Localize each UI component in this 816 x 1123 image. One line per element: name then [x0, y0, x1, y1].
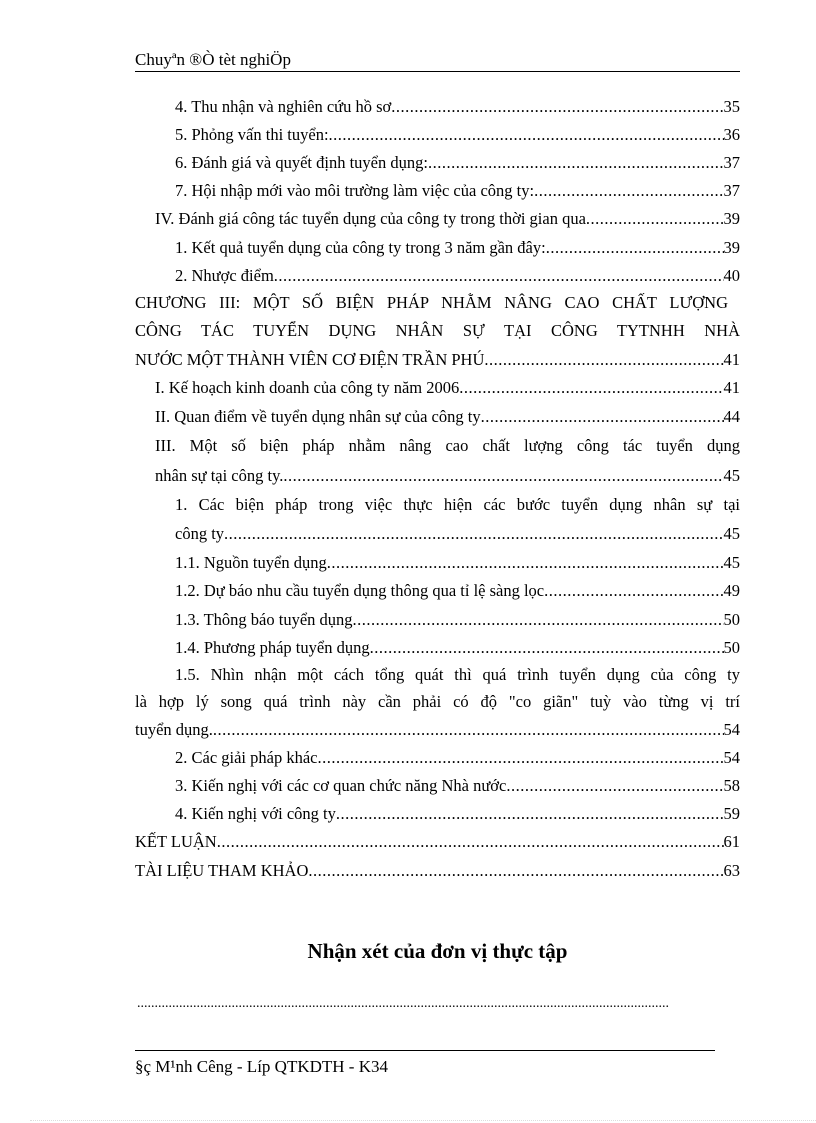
toc-entry [175, 238, 740, 258]
toc-entry [175, 638, 740, 658]
toc-entry-page: 61 [723, 832, 740, 851]
toc-entry [135, 832, 740, 852]
toc-leader-dots [544, 581, 723, 601]
toc-leader-dots [329, 125, 724, 145]
toc-entry-text: 4. Thu nhận và nghiên cứu hồ sơ [175, 97, 392, 116]
toc-leader-dots [586, 209, 724, 229]
toc-entry-page: 44 [723, 407, 740, 426]
toc-leader-dots [370, 638, 724, 658]
comment-section-title: Nhận xét của đơn vị thực tập [307, 939, 568, 963]
toc-entry-page: 41 [723, 378, 740, 397]
toc-entry [155, 466, 740, 486]
toc-entry-text: 2. Các giải pháp khác [175, 748, 318, 767]
toc-leader-dots [353, 610, 724, 630]
toc-entry-text: công ty [175, 524, 225, 543]
toc-entry-page: 63 [723, 861, 740, 880]
toc-entry [135, 350, 740, 370]
toc-entry-page: 50 [723, 638, 740, 657]
toc-entry-page: 35 [723, 97, 740, 116]
toc-leader-dots [428, 153, 724, 173]
page-footer: §ç M¹nh Cêng - Líp QTKDTH - K34 [135, 1057, 388, 1076]
toc-subsection-heading: 1.5. Nhìn nhận một cách tổng quát thì quá trình tuyển dụng của công ty [175, 665, 740, 684]
toc-leader-dots [318, 748, 724, 768]
toc-entry-page: 45 [723, 524, 740, 543]
toc-chapter-heading: CHƯƠNG III: MỘT SỐ BIỆN PHÁP NHẰM NÂNG CAO CHẤT LƯỢNG [135, 293, 728, 312]
toc-entry-page: 45 [723, 553, 740, 572]
comment-dotted-line: ........................................................................................................................................................ [137, 996, 669, 1011]
toc-entry-text: 1.3. Thông báo tuyển dụng [175, 610, 353, 629]
toc-entry-page: 37 [723, 181, 740, 200]
toc-entry-text: 1.2. Dự báo nhu cầu tuyển dụng thông qua tỉ lệ sàng lọc [175, 581, 545, 600]
toc-entry-text: 7. Hội nhập mới vào môi trường làm việc của công ty: [175, 181, 535, 200]
page-bottom-edge [30, 1120, 816, 1121]
toc-entry-text: 4. Kiến nghị với công ty [175, 804, 336, 823]
toc-entry-page: 59 [723, 804, 740, 823]
toc-leader-dots [336, 804, 724, 824]
toc-entry-text: 2. Nhược điểm [175, 266, 274, 285]
toc-entry-text: NƯỚC MỘT THÀNH VIÊN CƠ ĐIỆN TRẦN PHÚ [135, 350, 485, 369]
toc-entry-text: tuyển dụng. [135, 720, 213, 739]
toc-leader-dots [484, 350, 723, 370]
toc-entry-page: 49 [723, 581, 740, 600]
toc-entry-text: IV. Đánh giá công tác tuyển dụng của công ty trong thời gian qua [155, 209, 586, 228]
toc-entry-text: TÀI LIỆU THAM KHẢO [135, 861, 309, 880]
toc-entry-page: 39 [723, 238, 740, 257]
toc-chapter-heading: CÔNG TÁC TUYỂN DỤNG NHÂN SỰ TẠI CÔNG TYTNHH NHÀ [135, 321, 740, 340]
toc-leader-dots [481, 407, 724, 427]
toc-leader-dots [274, 266, 724, 286]
toc-entry [175, 181, 740, 201]
toc-entry-text: 1.1. Nguồn tuyển dụng [175, 553, 327, 572]
toc-entry [135, 720, 740, 740]
toc-entry-page: 36 [723, 125, 740, 144]
toc-entry-page: 58 [723, 776, 740, 795]
toc-entry-page: 41 [723, 350, 740, 369]
toc-entry [175, 610, 740, 630]
toc-leader-dots [217, 832, 724, 852]
toc-entry [155, 407, 740, 427]
toc-entry [175, 153, 740, 173]
toc-entry-text: 6. Đánh giá và quyết định tuyển dụng: [175, 153, 428, 172]
toc-entry [175, 553, 740, 573]
toc-entry-text: I. Kế hoạch kinh doanh của công ty năm 2006 [155, 378, 460, 397]
toc-entry-text: II. Quan điểm về tuyển dụng nhân sự của công ty [155, 407, 481, 426]
toc-leader-dots [308, 861, 723, 881]
toc-leader-dots [283, 466, 723, 486]
toc-leader-dots [546, 238, 724, 258]
toc-entry [175, 524, 740, 544]
toc-entry-text: 5. Phỏng vấn thi tuyển: [175, 125, 329, 144]
toc-leader-dots [327, 553, 724, 573]
toc-subsection-heading: 1. Các biện pháp trong việc thực hiện các bước tuyển dụng nhân sự tại [175, 495, 740, 514]
toc-entry-page: 40 [723, 266, 740, 285]
toc-entry-page: 37 [723, 153, 740, 172]
toc-entry [175, 125, 740, 145]
page-header: Chuyªn ®Ò tèt nghiÖp [135, 49, 740, 72]
toc-entry [175, 581, 740, 601]
toc-leader-dots [224, 524, 723, 544]
toc-entry-page: 39 [723, 209, 740, 228]
toc-leader-dots [506, 776, 723, 796]
toc-entry [155, 378, 740, 398]
toc-entry-page: 50 [723, 610, 740, 629]
toc-entry-page: 54 [723, 720, 740, 739]
toc-subsection-heading: là hợp lý song quá trình này cần phải có độ "co giãn" tuỳ vào từng vị trí [135, 692, 740, 711]
toc-entry [175, 804, 740, 824]
toc-leader-dots [213, 720, 724, 740]
toc-entry-page: 54 [723, 748, 740, 767]
toc-entry-text: KẾT LUẬN [135, 832, 217, 851]
toc-entry [175, 266, 740, 286]
toc-entry-text: nhân sự tại công ty. [155, 466, 284, 485]
toc-section-heading: III. Một số biện pháp nhằm nâng cao chất lượng công tác tuyển dụng [155, 436, 740, 455]
toc-entry-text: 3. Kiến nghị với các cơ quan chức năng Nhà nước [175, 776, 507, 795]
toc-leader-dots [534, 181, 723, 201]
toc-entry-text: 1. Kết quả tuyển dụng của công ty trong 3 năm gần đây: [175, 238, 546, 257]
toc-entry [175, 97, 740, 117]
toc-entry [135, 861, 740, 881]
footer-divider [135, 1050, 715, 1051]
toc-entry [155, 209, 740, 229]
toc-entry-text: 1.4. Phương pháp tuyển dụng [175, 638, 370, 657]
toc-entry [175, 748, 740, 768]
toc-entry [175, 776, 740, 796]
toc-entry-page: 45 [723, 466, 740, 485]
toc-leader-dots [459, 378, 723, 398]
toc-leader-dots [391, 97, 723, 117]
